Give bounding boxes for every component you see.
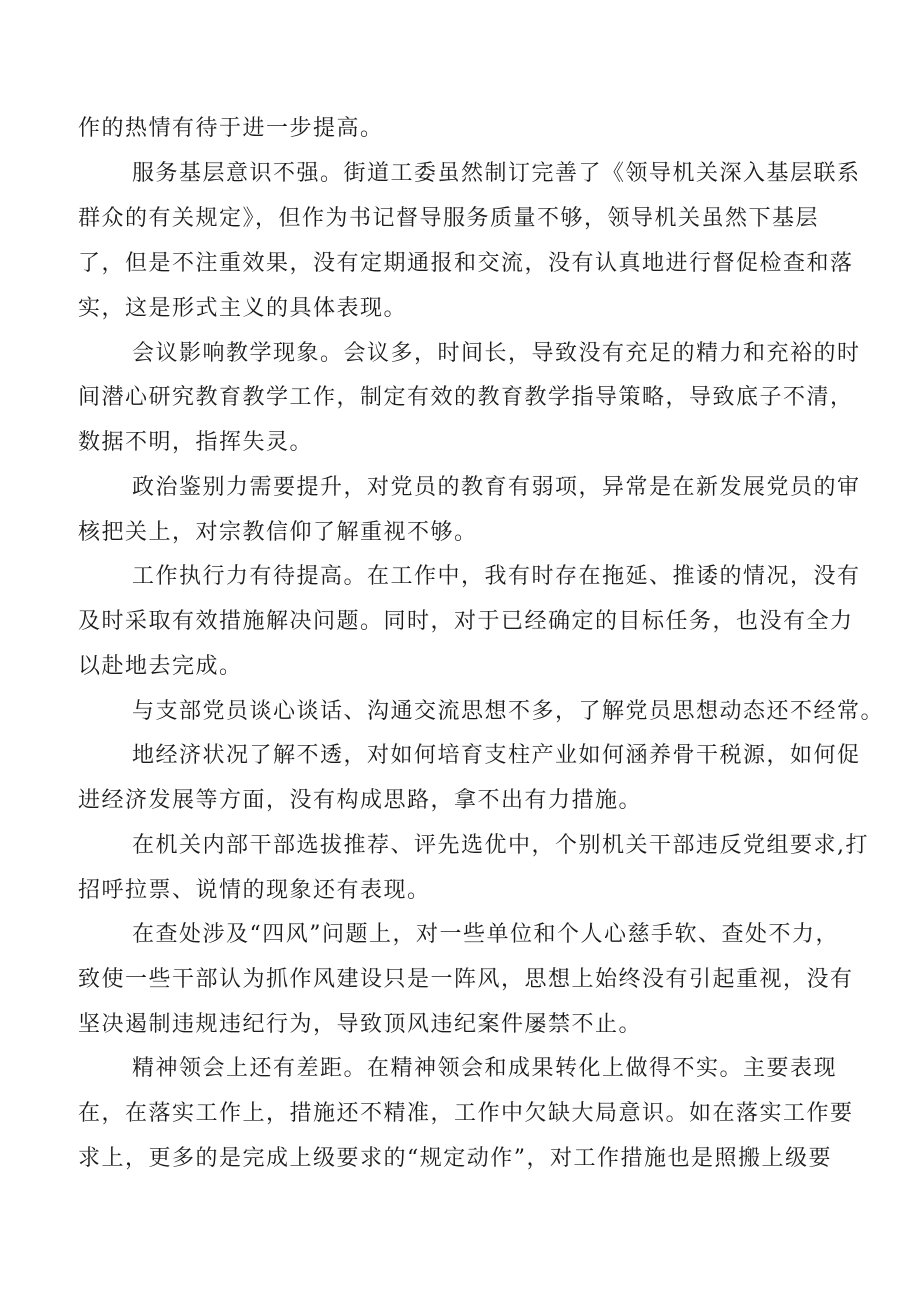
text-line: 与支部党员谈心谈话、沟通交流思想不多，了解党员思想动态还不经常。: [132, 699, 885, 724]
text-line: 服务基层意识不强。街道工委虽然制订完善了《领导机关深入基层联系: [132, 161, 861, 186]
text-line: 间潜心研究教育教学工作，制定有效的教育教学指导策略，导致底子不清，: [78, 385, 854, 410]
text-line: 致使一些干部认为抓作风建设只是一阵风，思想上始终没有引起重视，没有: [78, 967, 854, 992]
text-line: 及时采取有效措施解决问题。同时，对于已经确定的目标任务，也没有全力: [78, 609, 854, 634]
text-line: 在机关内部干部选拔推荐、评先选优中，个别机关干部违反党组要求,打: [132, 833, 869, 858]
text-line: 地经济状况了解不透，对如何培育支柱产业如何涵养骨干税源，如何促: [132, 743, 861, 768]
text-line: 工作执行力有待提高。在工作中，我有时存在拖延、推诿的情况，没有: [132, 564, 861, 589]
text-line: 政治鉴别力需要提升，对党员的教育有弱项，异常是在新发展党员的审: [132, 475, 861, 500]
text-line: 在，在落实工作上，措施还不精准，工作中欠缺大局意识。如在落实工作要: [78, 1101, 854, 1126]
text-line: 实，这是形式主义的具体表现。: [78, 296, 408, 321]
text-line: 求上，更多的是完成上级要求的“规定动作”，对工作措施也是照搬上级要: [78, 1146, 832, 1171]
text-line: 在查处涉及“四风”问题上，对一些单位和个人心慈手软、查处不力，: [132, 922, 839, 947]
text-line: 作的热情有待于进一步提高。: [78, 116, 384, 141]
text-line: 群众的有关规定》，但作为书记督导服务质量不够，领导机关虽然下基层: [78, 206, 820, 231]
text-line: 核把关上，对宗教信仰了解重视不够。: [78, 520, 478, 545]
text-line: 以赴地去完成。: [78, 654, 243, 679]
text-line: 进经济发展等方面，没有构成思路，拿不出有力措施。: [78, 788, 643, 813]
text-line: 精神领会上还有差距。在精神领会和成果转化上做得不实。主要表现: [132, 1056, 838, 1081]
text-line: 会议影响教学现象。会议多，时间长，导致没有充足的精力和充裕的时: [132, 341, 861, 366]
text-line: 了，但是不注重效果，没有定期通报和交流，没有认真地进行督促检查和落: [78, 251, 854, 276]
text-line: 数据不明，指挥失灵。: [78, 430, 314, 455]
text-line: 招呼拉票、说情的现象还有表现。: [78, 878, 431, 903]
text-line: 坚决遏制违规违纪行为，导致顶风违纪案件屡禁不止。: [78, 1012, 643, 1037]
